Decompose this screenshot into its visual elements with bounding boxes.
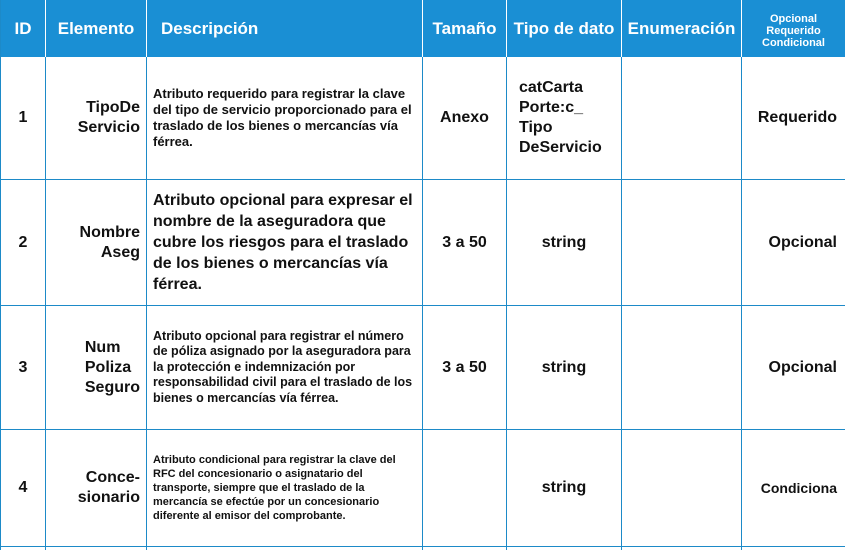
row-3-enumeracion [622,306,742,430]
row-2-tamano: 3 a 50 [423,180,507,306]
row-1-tipo-line-2: Porte:c_ [519,99,584,116]
row-2-elemento [46,180,147,306]
row-3-elemento [46,306,147,430]
row-1-descripcion: Atributo requerido para registrar la clave del tipo de servicio proporcionado para el traslado de los bienes o mercancías vía férrea. [147,57,423,180]
row-4-enumeracion [622,430,742,547]
row-2-tipo-line-1: string [541,233,587,251]
row-3-elemento-line-1: Num [84,338,121,356]
row-4-tamano [423,430,507,547]
header-opcional [742,0,845,57]
row-4-elemento-line-2: sionario [77,489,140,506]
row-2-tipo-dato [507,180,622,306]
header-enumeracion: Enumeración [622,0,742,57]
row-2-opcional: Opcional [742,180,845,306]
row-4-descripcion: Atributo condicional para registrar la clave del RFC del concesionario o asignatario del transporte, siempre que el traslado de la mercancía se efectúe por un concesionario diferente al emisor del comprobante. [147,430,423,547]
row-1-elemento-line-1: TipoDe [86,99,140,116]
row-4-tipo-dato [507,430,622,547]
row-4-elemento [46,430,147,547]
row-4-opcional: Condiciona [742,430,845,547]
row-1-tipo-line-4: DeServicio [519,139,602,156]
row-3-tamano: 3 a 50 [423,306,507,430]
row-1-opcional: Requerido [742,57,845,180]
row-4-tipo-line-1: string [541,479,587,496]
row-1-tamano: Anexo [423,57,507,180]
row-4-elemento-line-1: Conce- [85,469,140,486]
row-2-elemento-line-2: Aseg [100,243,140,261]
header-tamano: Tamaño [423,0,507,57]
row-4-id: 4 [1,430,46,547]
header-opcional-line-1: Opcional [769,12,818,25]
row-2-enumeracion [622,180,742,306]
row-1-id: 1 [1,57,46,180]
header-elemento: Elemento [46,0,147,57]
row-3-tipo-line-1: string [541,358,587,376]
header-id: ID [1,0,46,57]
row-1-tipo-line-1: catCarta [519,79,584,96]
row-3-id: 3 [1,306,46,430]
header-descripcion: Descripción [147,0,423,57]
row-1-elemento-line-2: Servicio [77,119,140,136]
header-opcional-line-3: Condicional [762,36,825,49]
row-1-elemento [46,57,147,180]
row-3-elemento-line-3: Seguro [84,378,140,396]
row-3-opcional: Opcional [742,306,845,430]
header-tipo-dato: Tipo de dato [507,0,622,57]
row-3-descripcion: Atributo opcional para registrar el número de póliza asignado por la aseguradora para la protección e indemnización por responsabilidad civil para el traslado de los bienes o mercancías vía férrea. [147,306,423,430]
row-2-descripcion: Atributo opcional para expresar el nombre de la aseguradora que cubre los riesgos para el traslado de los bienes o mercancías vía férrea. [147,180,423,306]
row-1-enumeracion [622,57,742,180]
row-3-elemento-line-2: Poliza [84,358,132,376]
row-3-tipo-dato [507,306,622,430]
row-2-id: 2 [1,180,46,306]
row-1-tipo-dato [507,57,622,180]
header-opcional-line-2: Requerido [766,24,821,37]
row-2-elemento-line-1: Nombre [79,223,140,241]
row-1-tipo-line-3: Tipo [519,119,553,136]
